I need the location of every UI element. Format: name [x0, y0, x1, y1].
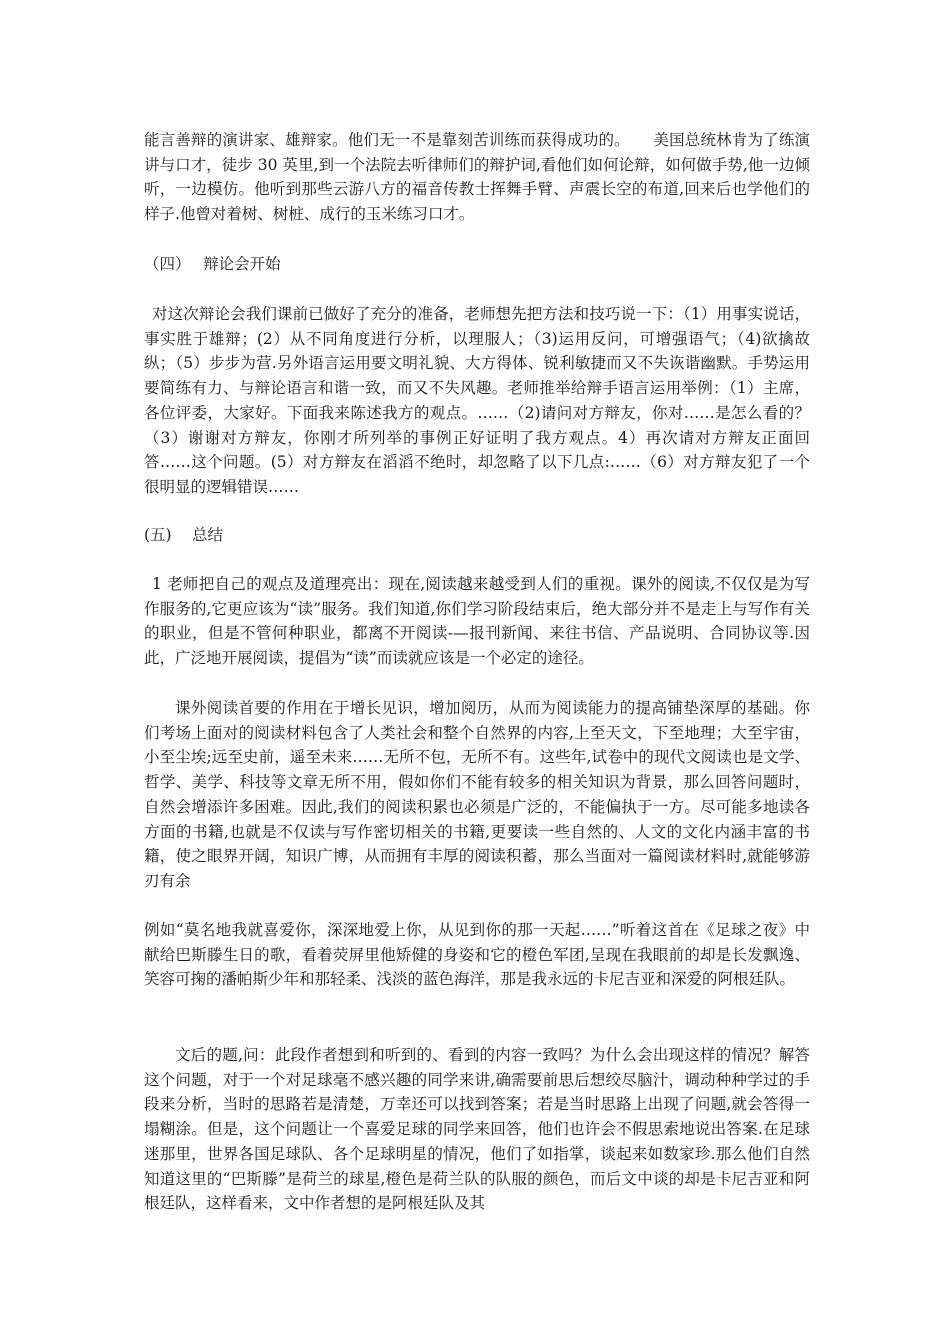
- paragraph-lincoln: 能言善辩的演讲家、雄辩家。他们无一不是靠刻苦训练而获得成功的。 美国总统林肯为了练演讲与口才，徒步 30 英里,到一个法院去听律师们的辩护词,看他们如何论辩，如何做手势,他一边倾听，一边模仿。他听到那些云游八方的福音传教士挥舞手臂、声震长空的布道,回来后也学他们的样子.他曾对着树、树桩、成行的玉米练习口才。: [144, 131, 810, 224]
- paragraph-debate-methods: 对这次辩论会我们课前已做好了充分的准备，老师想先把方法和技巧说一下：（1）用事实说话，事实胜于雄辩；(2）从不同角度进行分析，以理服人；（3)运用反问，可增强语气；（4)欲擒故纵；（5）步步为营.另外语言运用要文明礼貌、大方得体、锐利敏捷而又不失诙谐幽默。手势运用要简练有力、与辩论语言和谐一致，而又不失风趣。老师推举给辩手语言运用举例：（1）主席，各位评委，大家好。下面我来陈述我方的观点。……（2)请问对方辩友，你对……是怎么看的？（3）谢谢对方辩友，你刚才所列举的事例正好证明了我方观点。4）再次请对方辩友正面回答……这个问题。(5）对方辩友在滔滔不绝时，却忽略了以下几点:……（6）对方辩友犯了一个很明显的逻辑错误……: [144, 305, 810, 496]
- section-heading-summary: (五) 总结: [144, 526, 224, 544]
- paragraph-extracurricular-reading: 课外阅读首要的作用在于增长见识，增加阅历，从而为阅读能力的提高铺垫深厚的基础。你们考场上面对的阅读材料包含了人类社会和整个自然界的内容,上至天文，下至地理；大至宇宙，小至尘埃;远至史前，遥至未来……无所不包，无所不有。这些年,试卷中的现代文阅读也是文学、哲学、美学、科技等文章无所不用，假如你们不能有较多的相关知识为背景，那么回答问题时，自然会增添许多困难。因此,我们的阅读积累也必须是广泛的，不能偏执于一方。尽可能多地读各方面的书籍,也就是不仅读与写作密切相关的书籍,更要读一些自然的、人文的文化内涵丰富的书籍，使之眼界开阔，知识广博，从而拥有丰厚的阅读积蓄，那么当面对一篇阅读材料时,就能够游刃有余: [144, 699, 810, 890]
- paragraph-football-example: 例如“莫名地我就喜爱你，深深地爱上你，从见到你的那一天起……”听着这首在《足球之夜》中献给巴斯滕生日的歌，看着荧屏里他矫健的身姿和它的橙色军团,呈现在我眼前的却是长发飘逸、笑容可掬的潘帕斯少年和那轻柔、浅淡的蓝色海洋，那是我永远的卡尼吉亚和深爱的阿根廷队。: [144, 921, 810, 989]
- paragraph-question-analysis: 文后的题,问：此段作者想到和听到的、看到的内容一致吗？为什么会出现这样的情况？解答这个问题，对于一个对足球毫不感兴趣的同学来讲,确需要前思后想绞尽脑汁，调动种种学过的手段来分析，当时的思路若是清楚，万幸还可以找到答案；若是当时思路上出现了问题,就会答得一塌糊涂。但是，这个问题让一个喜爱足球的同学来回答，他们也许会不假思索地说出答案.在足球迷那里，世界各国足球队、各个足球明星的情况，他们了如指掌，谈起来如数家珍.那么他们自然知道这里的“巴斯滕”是荷兰的球星,橙色是荷兰队的队服的颜色，而后文中谈的却是卡尼吉亚和阿根廷队，这样看来，文中作者想的是阿根廷队及其: [144, 1046, 810, 1213]
- paragraph-teacher-view: 1 老师把自己的观点及道理亮出：现在,阅读越来越受到人们的重视。课外的阅读,不仅仅是为写作服务的,它更应该为“读”服务。我们知道,你们学习阶段结束后，绝大部分并不是走上与写作有关的职业，但是不管何种职业，都离不开阅读-—报刊新闻、来往书信、产品说明、合同协议等.因此，广泛地开展阅读，提倡为“读”而读就应该是一个必定的途径。: [144, 575, 810, 668]
- section-heading-debate-start: （四） 辩论会开始: [144, 255, 281, 273]
